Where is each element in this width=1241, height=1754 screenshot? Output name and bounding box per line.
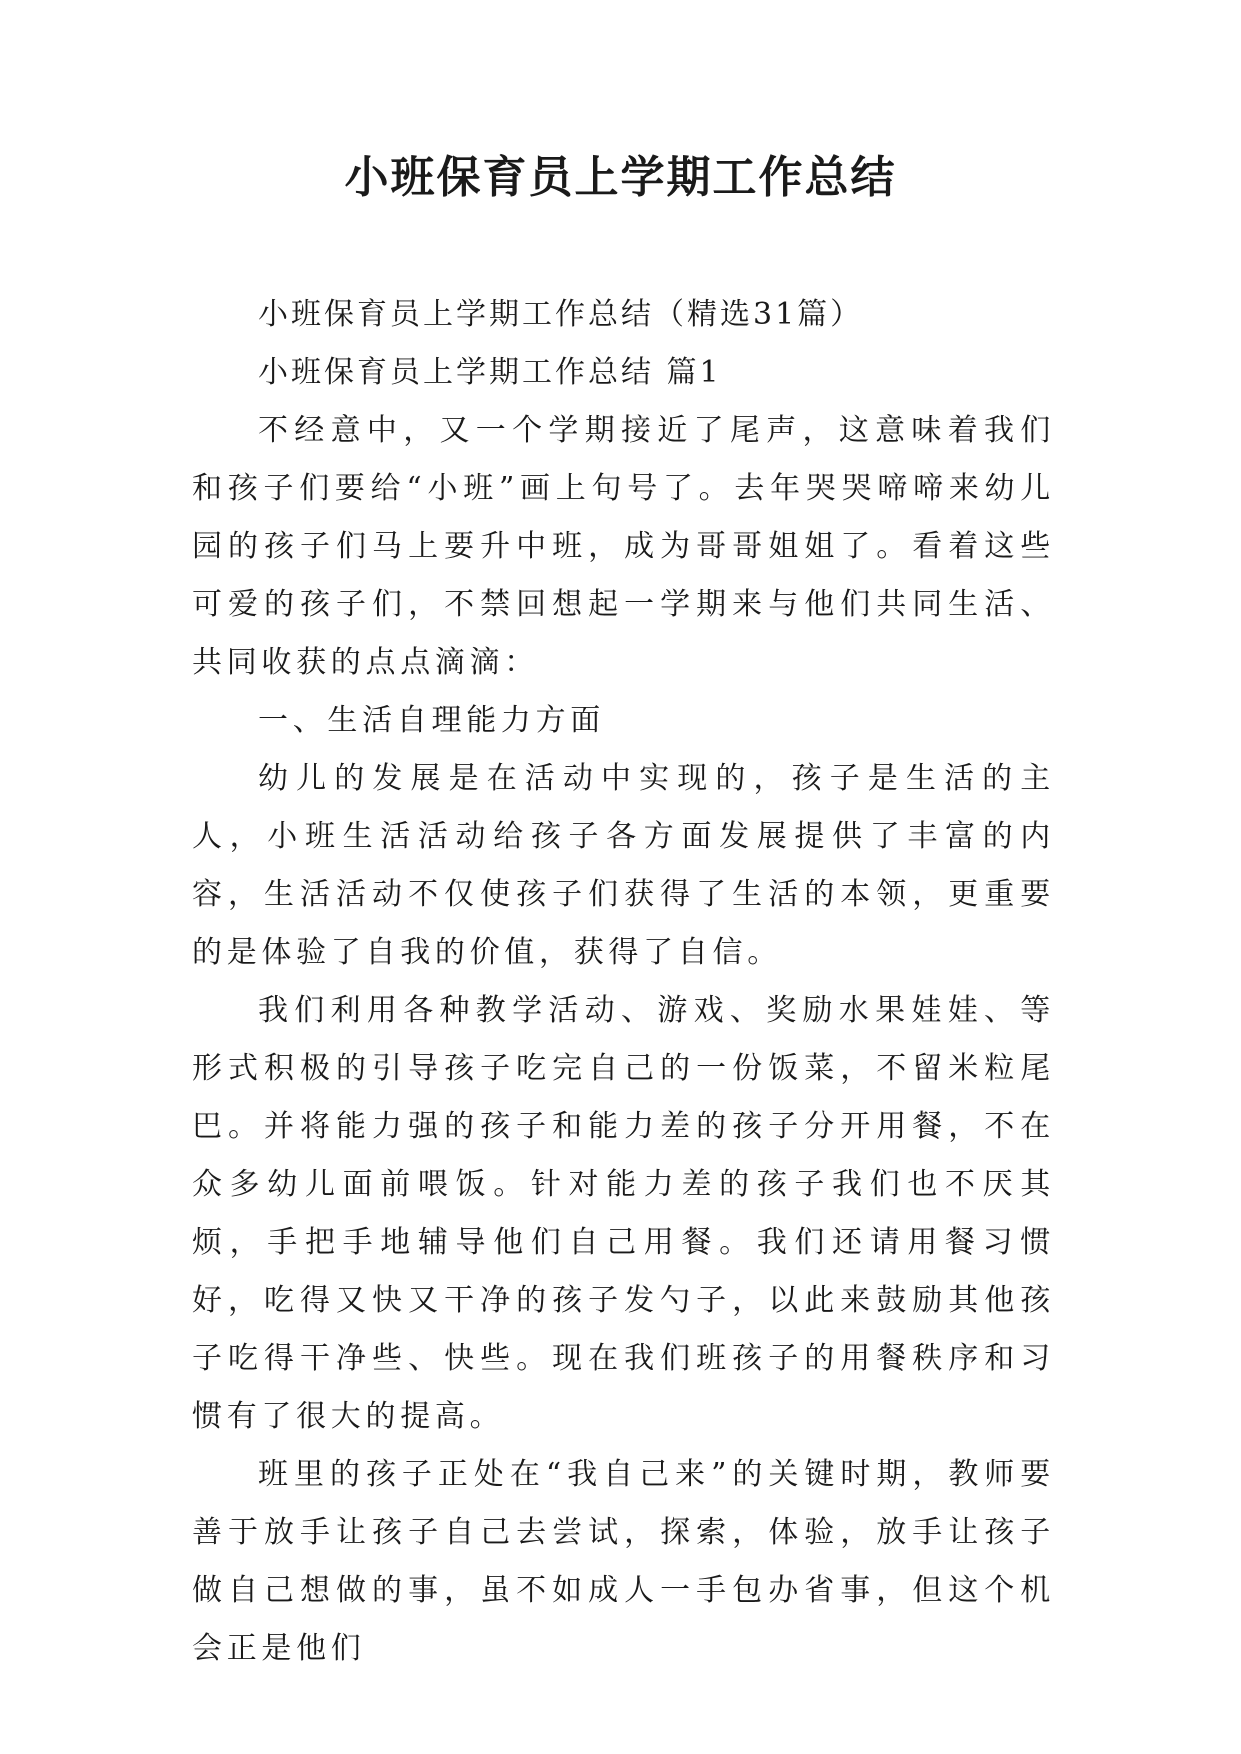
body-paragraph: 不经意中，又一个学期接近了尾声，这意味着我们和孩子们要给“小班”画上句号了。去年哭哭啼啼来幼儿园的孩子们马上要升中班，成为哥哥姐姐了。看着这些可爱的孩子们，不禁回想起一学期来与他们共同生活、共同收获的点点滴滴： xyxy=(192,413,1055,680)
body-paragraph: 幼儿的发展是在活动中实现的，孩子是生活的主人，小班生活活动给孩子各方面发展提供了丰富的内容，生活活动不仅使孩子们获得了生活的本领，更重要的是体验了自我的价值，获得了自信。 xyxy=(192,761,1055,970)
subtitle-paragraph: 小班保育员上学期工作总结（精选31篇） xyxy=(258,297,864,332)
body-paragraph: 我们利用各种教学活动、游戏、奖励水果娃娃、等形式积极的引导孩子吃完自己的一份饭菜，不留米粒尾巴。并将能力强的孩子和能力差的孩子分开用餐，不在众多幼儿面前喂饭。针对能力差的孩子我们也不厌其烦，手把手地辅导他们自己用餐。我们还请用餐习惯好，吃得又快又干净的孩子发勺子，以此来鼓励其他孩子吃得干净些、快些。现在我们班孩子的用餐秩序和习惯有了很大的提高。 xyxy=(192,993,1055,1434)
document-body xyxy=(192,286,1055,1678)
document-title: 小班保育员上学期工作总结 xyxy=(344,152,897,203)
body-paragraph: 班里的孩子正处在“我自己来”的关键时期，教师要善于放手让孩子自己去尝试，探索，体验，放手让孩子做自己想做的事，虽不如成人一手包办省事，但这个机会正是他们 xyxy=(192,1457,1055,1666)
section-heading-paragraph: 一、生活自理能力方面 xyxy=(258,703,605,738)
section-heading-paragraph: 小班保育员上学期工作总结 篇1 xyxy=(258,355,722,390)
